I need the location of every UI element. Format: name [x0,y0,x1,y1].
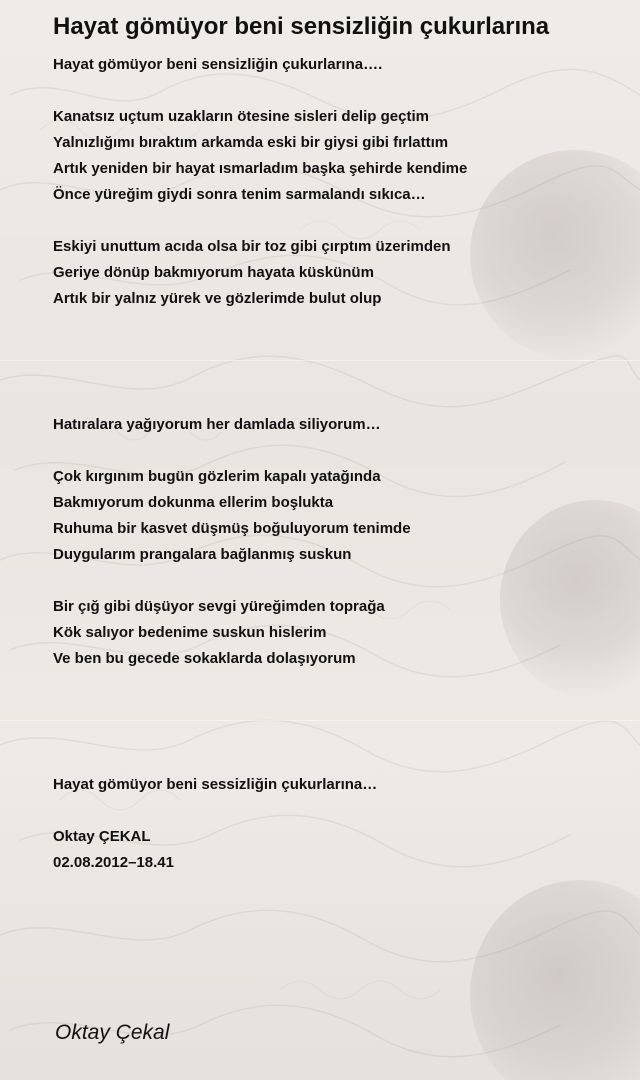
poem-line: Hatıralara yağıyorum her damlada siliyorum… [53,416,381,433]
poem-line: Kök salıyor bedenime suskun hislerim [53,624,327,641]
poem-title: Hayat gömüyor beni sensizliğin çukurlarına [53,13,550,40]
poem-date: 02.08.2012–18.41 [53,854,174,871]
poem-line: Eskiyi unuttum acıda olsa bir toz gibi çırptım üzerimden [53,238,451,255]
author-signature: Oktay Çekal [55,1021,170,1044]
poem-line: Artık yeniden bir hayat ısmarladım başka şehirde kendime [53,160,468,177]
poem-line: Hayat gömüyor beni sessizliğin çukurlarına… [53,776,378,793]
poem-line: Yalnızlığımı bıraktım arkamda eski bir giysi gibi fırlattım [53,134,449,151]
poem-line: Kanatsız uçtum uzakların ötesine sisleri delip geçtim [53,108,429,125]
poem-line: Geriye dönüp bakmıyorum hayata küskünüm [53,264,374,281]
poem-line: Artık bir yalnız yürek ve gözlerimde bulut olup [53,290,382,307]
poem-line: Çok kırgınım bugün gözlerim kapalı yatağında [53,468,381,485]
poem-line: Hayat gömüyor beni sensizliğin çukurlarına…. [53,56,383,73]
author-name: Oktay ÇEKAL [53,828,151,845]
poem-line: Ve ben bu gecede sokaklarda dolaşıyorum [53,650,356,667]
poem-line: Duygularım prangalara bağlanmış suskun [53,546,352,563]
paper-band [0,720,640,721]
poem-line: Önce yüreğim giydi sonra tenim sarmalandı sıkıca… [53,186,426,203]
poem-line: Bakmıyorum dokunma ellerim boşlukta [53,494,334,511]
poem-line: Ruhuma bir kasvet düşmüş boğuluyorum tenimde [53,520,411,537]
poem-line: Bir çığ gibi düşüyor sevgi yüreğimden toprağa [53,598,385,615]
paper-band [0,360,640,361]
